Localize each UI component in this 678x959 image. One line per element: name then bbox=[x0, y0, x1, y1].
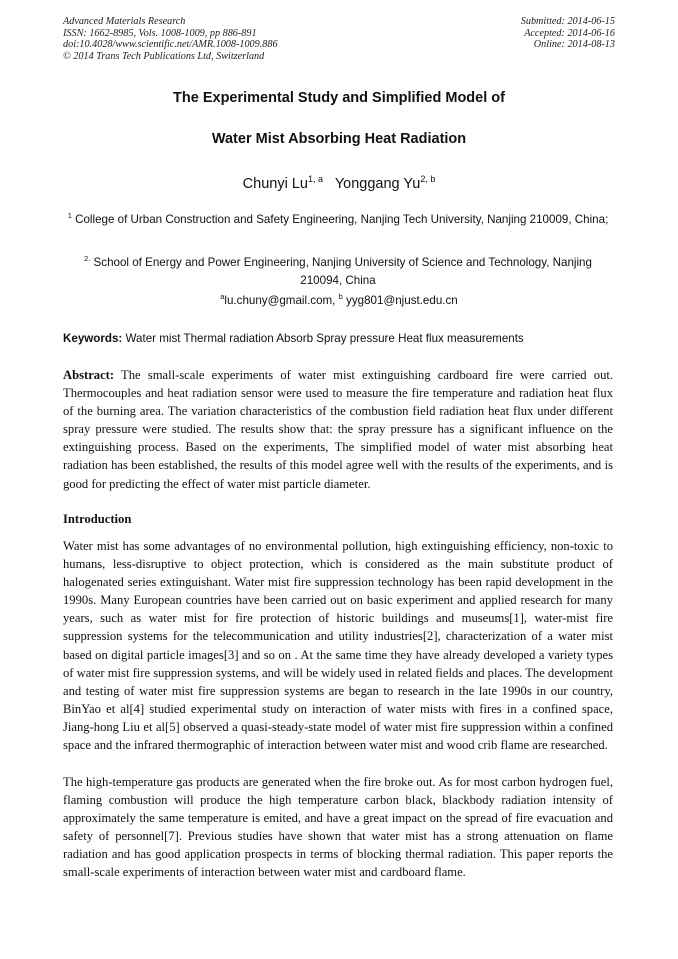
affiliation-marker: 1 bbox=[67, 211, 72, 220]
online-date: Online: 2014-08-13 bbox=[533, 39, 615, 50]
keywords bbox=[63, 332, 613, 345]
paragraph: Water mist has some advantages of no environmental pollution, high extinguishing efficiency, non-toxic to humans, less-disruptive to object protection, which is considered as the main substitute product of halogenated series extinguishant. Water mist fire suppression technology has been rapid development in the 1990s. Many European countries have been carried out on basic experiment and applied research for many years, such as water mist for fire protection of historic buildings and museums[1], water-mist fire suppression systems for the telecommunication and utility industries[2], characterization of a water mist based on digital particle images[3] and so on . At the same time they have already developed a variety types of water mist fire suppression systems, and will be widely used in related fields and places. The development and testing of water mist fire suppression systems are began to research in the late 1990s in our country, BinYao et al[4] studied experimental study on interaction of water mists with fires in a confined space, Jiang-hong Liu et al[5] observed a quasi-steady-state model of water mist fire suppression within a confined space and the infrared thermographic of interaction between water mist and wood crib flame are researched. bbox=[63, 539, 613, 753]
email-marker: b bbox=[338, 292, 343, 301]
submitted-date: Submitted: 2014-06-15 bbox=[520, 16, 615, 27]
doi-line: doi:10.4028/www.scientific.net/AMR.1008-1009.886 bbox=[63, 39, 278, 50]
abstract bbox=[63, 366, 613, 493]
affiliation-2 bbox=[63, 250, 613, 290]
affiliation-text: School of Energy and Power Engineering, Nanjing University of Science and Technology, Nanjing 210094, China bbox=[93, 256, 592, 287]
keywords-label: Keywords: bbox=[63, 332, 123, 345]
author-name: Chunyi Lu bbox=[242, 176, 308, 192]
email-line bbox=[0, 292, 678, 307]
section-heading-introduction: Introduction bbox=[63, 512, 132, 526]
abstract-text: The small-scale experiments of water mist extinguishing cardboard fire were carried out. Thermocouples and heat radiation sensor were used to measure the fire temperature and radiation heat flux of the burning area. The variation characteristics of the combustion field radiation heat flux under different spray pressure were studied. The results show that: the spray pressure has a significant influence on the extinguishing process. Based on the experiments, The simplified model of water mist absorbing heat radiation has been established, the results of this model agree well with the results of the experiments, and is good for predicting the effect of water mist particle diameter. bbox=[63, 368, 614, 491]
email-address[interactable]: yyg801@njust.edu.cn bbox=[346, 294, 458, 307]
author-name: Yonggang Yu bbox=[334, 176, 421, 192]
journal-info bbox=[63, 16, 278, 62]
accepted-date: Accepted: 2014-06-16 bbox=[524, 27, 615, 39]
journal-name: Advanced Materials Research bbox=[63, 16, 186, 27]
author-superscript: 1, a bbox=[307, 174, 323, 184]
dates-info bbox=[521, 16, 615, 51]
email-address[interactable]: lu.chuny@gmail.com, bbox=[224, 294, 336, 307]
keywords-text: Water mist Thermal radiation Absorb Spray pressure Heat flux measurements bbox=[125, 332, 524, 345]
paper-title-line2: Water Mist Absorbing Heat Radiation bbox=[211, 131, 467, 147]
author-superscript: 2, b bbox=[420, 174, 436, 184]
abstract-label: Abstract: bbox=[63, 368, 115, 382]
affiliation-marker: 2. bbox=[84, 254, 91, 263]
author-list bbox=[0, 174, 678, 192]
email-marker: a bbox=[220, 292, 225, 301]
affiliation-1 bbox=[63, 207, 613, 229]
paragraph: The high-temperature gas products are generated when the fire broke out. As for most carbon hydrogen fuel, flaming combustion will produce the high temperature carbon black, blackbody radiation intensity of approximately the same temperature is emited, and have a great impact on the spread of fire evacuation and safety of personnel[7]. Previous studies have shown that water mist has a strong attenuation on flame radiation and has good application prospects in terms of blocking thermal radiation. This paper reports the small-scale experiments of interaction between water mist and cardboard flame. bbox=[63, 775, 613, 880]
paper-title-line1: The Experimental Study and Simplified Model of bbox=[173, 90, 505, 106]
copyright-line: © 2014 Trans Tech Publications Ltd, Switzerland bbox=[63, 50, 265, 62]
affiliation-text: College of Urban Construction and Safety Engineering, Nanjing Tech University, Nanjing 210009, China; bbox=[75, 213, 609, 226]
issn-line: ISSN: 1662-8985, Vols. 1008-1009, pp 886-891 bbox=[63, 27, 257, 39]
